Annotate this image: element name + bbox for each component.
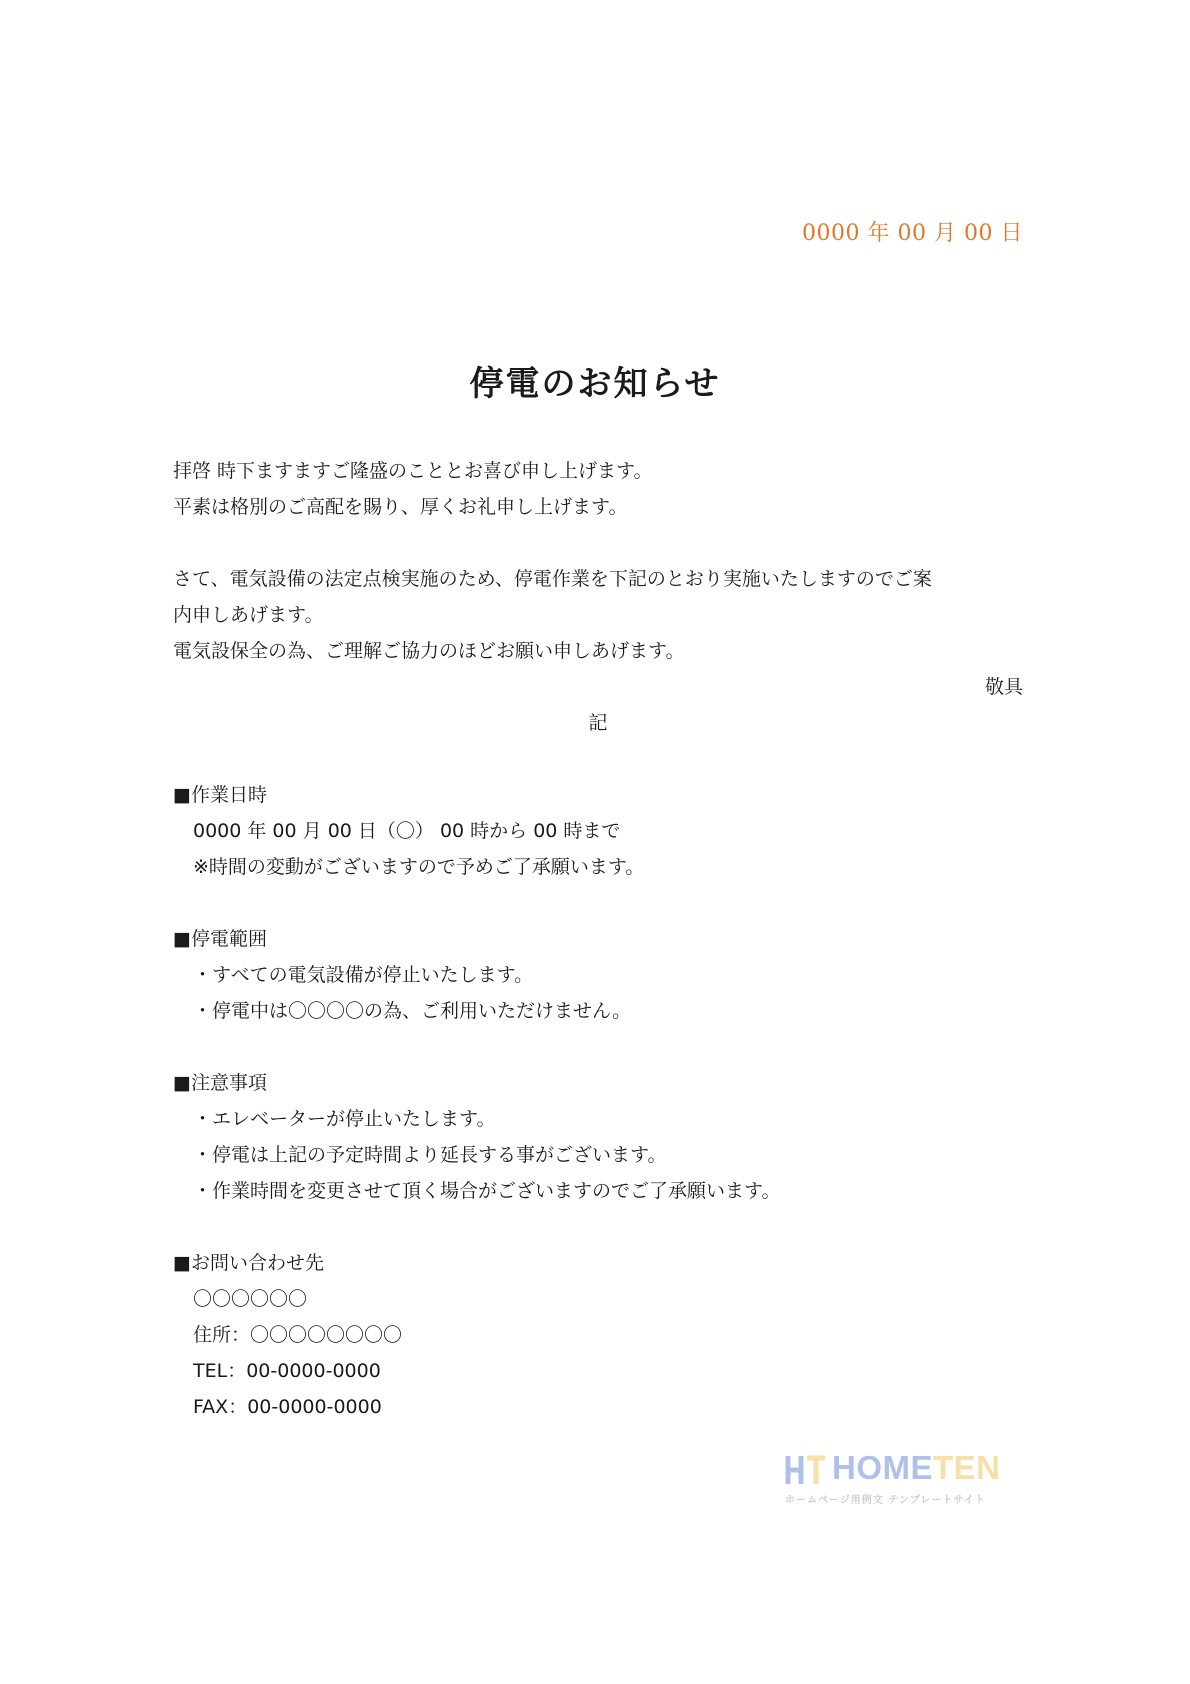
- section-heading-contact: ■お問い合わせ先: [173, 1252, 324, 1274]
- intro-line: さて、電気設備の法定点検実施のため、停電作業を下記のとおり実施いたしますのでご案: [173, 568, 932, 590]
- datetime-line: 0000 年 00 月 00 日（〇） 00 時から 00 時まで: [193, 820, 621, 842]
- intro-line: 電気設保全の為、ご理解ご協力のほどお願い申しあげます。: [173, 640, 685, 662]
- hometen-wordmark: [832, 1449, 1001, 1487]
- ki-marker: 記: [588, 712, 608, 734]
- notes-item: ・停電は上記の予定時間より延長する事がございます。: [193, 1144, 667, 1166]
- scope-item: ・停電中は〇〇〇〇の為、ご利用いただけません。: [193, 1000, 632, 1022]
- greeting-line: 平素は格別のご高配を賜り、厚くお礼申し上げます。: [173, 496, 628, 518]
- contact-fax: FAX：00-0000-0000: [193, 1396, 382, 1418]
- logo-home: HOME: [832, 1449, 933, 1486]
- section-heading-scope: ■停電範囲: [173, 928, 267, 950]
- contact-address: 住所：〇〇〇〇〇〇〇〇: [193, 1324, 403, 1346]
- closing-word: 敬具: [984, 676, 1023, 698]
- hometen-logo-icon: [785, 1453, 827, 1487]
- logo-subtitle: ホームページ用例文 テンプレートサイト: [785, 1495, 986, 1506]
- scope-item: ・すべての電気設備が停止いたします。: [193, 964, 534, 986]
- logo-ten: TEN: [933, 1449, 1001, 1486]
- intro-line: 内申しあげます。: [173, 604, 324, 626]
- notes-item: ・作業時間を変更させて頂く場合がございますのでご了承願います。: [193, 1180, 781, 1202]
- notes-item: ・エレベーターが停止いたします。: [193, 1108, 496, 1130]
- contact-name: 〇〇〇〇〇〇: [193, 1288, 308, 1310]
- document-date: 0000 年 00 月 00 日: [802, 221, 1023, 246]
- document-title: 停電のお知らせ: [469, 364, 721, 404]
- section-heading-datetime: ■作業日時: [173, 784, 267, 806]
- section-heading-notes: ■注意事項: [173, 1072, 267, 1094]
- contact-tel: TEL：00-0000-0000: [193, 1360, 381, 1382]
- datetime-note: ※時間の変動がございますので予めご了承願います。: [193, 856, 645, 878]
- greeting-line: 拝啓 時下ますますご隆盛のこととお喜び申し上げます。: [173, 460, 653, 482]
- hometen-logo: [785, 1451, 1015, 1507]
- letter-body: [173, 453, 1023, 1425]
